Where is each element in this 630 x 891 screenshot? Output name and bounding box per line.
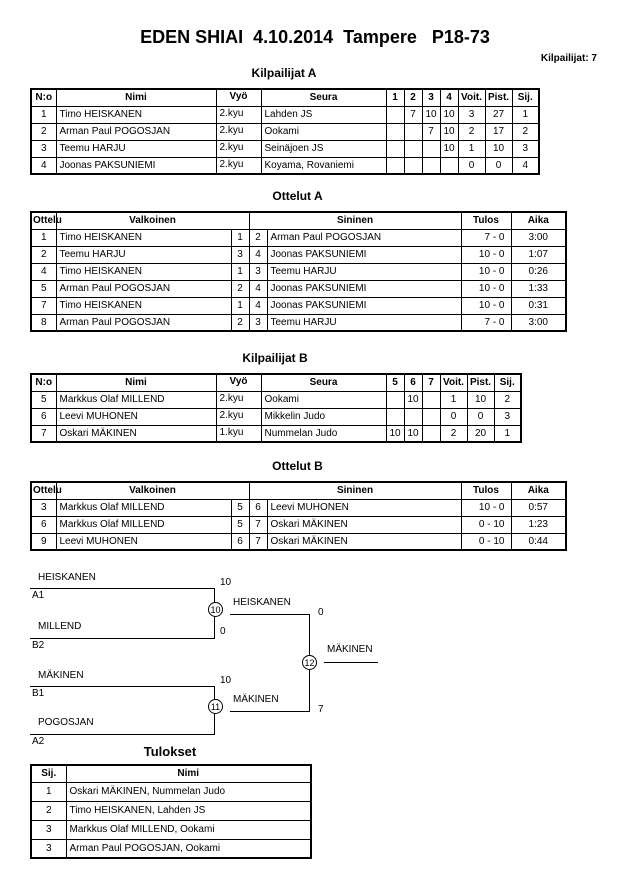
header-blue: Sininen xyxy=(249,482,461,499)
cell-match-no: 7 xyxy=(31,297,56,314)
cell-place: 3 xyxy=(512,140,539,157)
header-opponent-3: 3 xyxy=(422,89,440,106)
cell-score-5: 10 xyxy=(386,425,404,442)
cell-score-2 xyxy=(404,140,422,157)
cell-result: 10 - 0 xyxy=(461,263,511,280)
header-belt: Vyö xyxy=(216,89,261,106)
cell-name: Leevi MUHONEN xyxy=(56,408,216,425)
semi1-bottom-line xyxy=(30,638,215,639)
semi1-top-line xyxy=(30,588,215,589)
competitors-count: Kilpailijat: 7 xyxy=(540,53,597,64)
cell-white-no: 2 xyxy=(231,280,249,297)
matches-a-title: Ottelut A xyxy=(272,189,323,203)
cell-white-no: 1 xyxy=(231,229,249,246)
cell-club: Mikkelin Judo xyxy=(261,408,386,425)
header-name: Nimi xyxy=(56,374,216,391)
cell-no: 7 xyxy=(31,425,56,442)
matches-b-header-row xyxy=(31,482,566,499)
cell-score-7 xyxy=(422,391,440,408)
cell-white-no: 3 xyxy=(231,246,249,263)
semi2-bottom-line xyxy=(30,734,215,735)
header-name: Nimi xyxy=(66,765,311,782)
cell-result: 10 - 0 xyxy=(461,499,511,516)
result-row xyxy=(31,820,311,839)
cell-blue-name: Joonas PAKSUNIEMI xyxy=(267,246,461,263)
cell-place: 1 xyxy=(494,425,521,442)
cell-wins: 1 xyxy=(440,391,467,408)
cell-white-name: Leevi MUHONEN xyxy=(56,533,231,550)
cell-score-5 xyxy=(386,391,404,408)
cell-blue-name: Teemu HARJU xyxy=(267,263,461,280)
cell-score-3 xyxy=(422,140,440,157)
cell-name: Timo HEISKANEN xyxy=(56,106,216,123)
competitor-row xyxy=(31,408,521,425)
header-belt: Vyö xyxy=(216,374,261,391)
header-club: Seura xyxy=(261,374,386,391)
cell-score-5 xyxy=(386,408,404,425)
cell-match-no: 1 xyxy=(31,229,56,246)
header-white: Valkoinen xyxy=(56,212,249,229)
cell-points: 17 xyxy=(485,123,512,140)
cell-score-2 xyxy=(404,123,422,140)
cell-score-3: 7 xyxy=(422,123,440,140)
match-row xyxy=(31,229,566,246)
match-row xyxy=(31,516,566,533)
cell-time: 1:23 xyxy=(511,516,566,533)
result-row xyxy=(31,839,311,858)
match-row xyxy=(31,314,566,331)
semi2-top-line xyxy=(30,686,215,687)
cell-white-name: Timo HEISKANEN xyxy=(56,263,231,280)
cell-white-no: 2 xyxy=(231,314,249,331)
cell-score-4 xyxy=(440,157,458,174)
cell-blue-no: 3 xyxy=(249,263,267,280)
header-place: Sij. xyxy=(494,374,521,391)
semi1-bottom-name: MILLEND xyxy=(38,621,82,632)
cell-score-2 xyxy=(404,157,422,174)
semi2-winner-score: 7 xyxy=(318,704,324,715)
cell-blue-name: Leevi MUHONEN xyxy=(267,499,461,516)
cell-white-no: 5 xyxy=(231,499,249,516)
matches-a-header-row xyxy=(31,212,566,229)
cell-belt: 2.kyu xyxy=(216,140,261,157)
header-no: N:o xyxy=(31,89,56,106)
cell-result: 0 - 10 xyxy=(461,516,511,533)
semi1-top-score: 10 xyxy=(220,577,232,588)
header-result: Tulos xyxy=(461,482,511,499)
competitor-row xyxy=(31,123,539,140)
cell-place: 3 xyxy=(494,408,521,425)
cell-score-6 xyxy=(404,408,422,425)
competitor-row xyxy=(31,140,539,157)
header-result: Tulos xyxy=(461,212,511,229)
cell-place: 4 xyxy=(512,157,539,174)
cell-result: 10 - 0 xyxy=(461,297,511,314)
semi2-top-score: 10 xyxy=(220,675,232,686)
header-place: Sij. xyxy=(31,765,66,782)
cell-no: 4 xyxy=(31,157,56,174)
playoff-bracket xyxy=(30,570,430,750)
cell-points: 20 xyxy=(467,425,494,442)
cell-white-name: Arman Paul POGOSJAN xyxy=(56,314,231,331)
cell-white-name: Timo HEISKANEN xyxy=(56,297,231,314)
cell-time: 0:31 xyxy=(511,297,566,314)
cell-place: 1 xyxy=(31,782,66,801)
final-winner-name: MÄKINEN xyxy=(327,644,373,655)
semi1-winner-name: HEISKANEN xyxy=(233,597,291,608)
cell-blue-no: 3 xyxy=(249,314,267,331)
pool-b-table xyxy=(30,373,522,443)
cell-blue-no: 4 xyxy=(249,280,267,297)
semi2-match-number-circle: 11 xyxy=(208,699,223,714)
cell-blue-name: Joonas PAKSUNIEMI xyxy=(267,280,461,297)
cell-name: Timo HEISKANEN, Lahden JS xyxy=(66,801,311,820)
cell-score-6: 10 xyxy=(404,391,422,408)
results-table xyxy=(30,764,312,859)
cell-place: 3 xyxy=(31,820,66,839)
cell-score-6: 10 xyxy=(404,425,422,442)
match-row xyxy=(31,297,566,314)
cell-belt: 2.kyu xyxy=(216,391,261,408)
results-header-row xyxy=(31,765,311,782)
header-time: Aika xyxy=(511,482,566,499)
cell-no: 6 xyxy=(31,408,56,425)
cell-name: Oskari MÄKINEN, Nummelan Judo xyxy=(66,782,311,801)
header-opponent-4: 4 xyxy=(440,89,458,106)
result-row xyxy=(31,801,311,820)
page-title: EDEN SHIAI 4.10.2014 Tampere P18-73 xyxy=(140,27,490,47)
semi2-winner-line xyxy=(230,711,310,712)
header-points: Pist. xyxy=(485,89,512,106)
cell-belt: 2.kyu xyxy=(216,157,261,174)
competitor-row xyxy=(31,106,539,123)
semi1-top-name: HEISKANEN xyxy=(38,572,96,583)
cell-score-1 xyxy=(386,157,404,174)
cell-time: 3:00 xyxy=(511,314,566,331)
cell-blue-name: Teemu HARJU xyxy=(267,314,461,331)
match-row xyxy=(31,246,566,263)
cell-no: 2 xyxy=(31,123,56,140)
cell-white-name: Markkus Olaf MILLEND xyxy=(56,499,231,516)
header-wins: Voit. xyxy=(440,374,467,391)
cell-score-1 xyxy=(386,123,404,140)
cell-white-name: Teemu HARJU xyxy=(56,246,231,263)
cell-place: 3 xyxy=(31,839,66,858)
cell-time: 1:07 xyxy=(511,246,566,263)
cell-white-name: Arman Paul POGOSJAN xyxy=(56,280,231,297)
pool-a-header-row xyxy=(31,89,539,106)
pool-a-table xyxy=(30,88,540,175)
cell-blue-name: Joonas PAKSUNIEMI xyxy=(267,297,461,314)
cell-name: Arman Paul POGOSJAN xyxy=(56,123,216,140)
cell-match-no: 9 xyxy=(31,533,56,550)
semi1-top-seed: A1 xyxy=(32,590,45,601)
cell-name: Arman Paul POGOSJAN, Ookami xyxy=(66,839,311,858)
match-row xyxy=(31,533,566,550)
cell-score-7 xyxy=(422,408,440,425)
matches-b-table xyxy=(30,481,567,551)
cell-time: 3:00 xyxy=(511,229,566,246)
pool-a-title: Kilpailijat A xyxy=(251,66,317,80)
results-title: Tulokset xyxy=(143,744,197,759)
header-opponent-6: 6 xyxy=(404,374,422,391)
cell-result: 10 - 0 xyxy=(461,246,511,263)
header-blue: Sininen xyxy=(249,212,461,229)
cell-belt: 2.kyu xyxy=(216,123,261,140)
cell-score-1 xyxy=(386,140,404,157)
cell-result: 7 - 0 xyxy=(461,314,511,331)
cell-match-no: 5 xyxy=(31,280,56,297)
cell-blue-name: Arman Paul POGOSJAN xyxy=(267,229,461,246)
cell-club: Ookami xyxy=(261,123,386,140)
cell-time: 1:33 xyxy=(511,280,566,297)
cell-blue-no: 2 xyxy=(249,229,267,246)
header-white: Valkoinen xyxy=(56,482,249,499)
cell-belt: 2.kyu xyxy=(216,106,261,123)
cell-place: 1 xyxy=(512,106,539,123)
semi1-winner-score: 0 xyxy=(318,607,324,618)
cell-time: 0:57 xyxy=(511,499,566,516)
cell-score-2: 7 xyxy=(404,106,422,123)
cell-score-4: 10 xyxy=(440,140,458,157)
cell-points: 0 xyxy=(467,408,494,425)
cell-result: 0 - 10 xyxy=(461,533,511,550)
cell-time: 0:44 xyxy=(511,533,566,550)
pool-b-header-row xyxy=(31,374,521,391)
header-opponent-2: 2 xyxy=(404,89,422,106)
matches-b-title: Ottelut B xyxy=(272,459,323,473)
cell-time: 0:26 xyxy=(511,263,566,280)
cell-white-no: 1 xyxy=(231,263,249,280)
header-place: Sij. xyxy=(512,89,539,106)
cell-club: Nummelan Judo xyxy=(261,425,386,442)
cell-score-3 xyxy=(422,157,440,174)
cell-name: Markkus Olaf MILLEND, Ookami xyxy=(66,820,311,839)
cell-points: 27 xyxy=(485,106,512,123)
cell-wins: 0 xyxy=(440,408,467,425)
cell-belt: 1.kyu xyxy=(216,425,261,442)
competitor-row xyxy=(31,391,521,408)
semi2-top-seed: B1 xyxy=(32,688,45,699)
semi2-bottom-seed: A2 xyxy=(32,736,45,747)
cell-name: Markkus Olaf MILLEND xyxy=(56,391,216,408)
cell-club: Koyama, Rovaniemi xyxy=(261,157,386,174)
cell-no: 5 xyxy=(31,391,56,408)
cell-blue-no: 7 xyxy=(249,516,267,533)
result-row xyxy=(31,782,311,801)
cell-wins: 2 xyxy=(458,123,485,140)
cell-blue-name: Oskari MÄKINEN xyxy=(267,516,461,533)
cell-blue-no: 4 xyxy=(249,297,267,314)
cell-no: 1 xyxy=(31,106,56,123)
pool-b-title: Kilpailijat B xyxy=(242,351,308,365)
cell-name: Oskari MÄKINEN xyxy=(56,425,216,442)
header-name: Nimi xyxy=(56,89,216,106)
semi2-bottom-name: POGOSJAN xyxy=(38,717,94,728)
header-time: Aika xyxy=(511,212,566,229)
cell-result: 7 - 0 xyxy=(461,229,511,246)
cell-match-no: 8 xyxy=(31,314,56,331)
cell-wins: 2 xyxy=(440,425,467,442)
match-row xyxy=(31,280,566,297)
cell-points: 10 xyxy=(467,391,494,408)
header-club: Seura xyxy=(261,89,386,106)
cell-club: Ookami xyxy=(261,391,386,408)
header-no: N:o xyxy=(31,374,56,391)
final-winner-line xyxy=(324,662,378,663)
cell-wins: 0 xyxy=(458,157,485,174)
match-row xyxy=(31,263,566,280)
competitor-row xyxy=(31,157,539,174)
cell-match-no: 2 xyxy=(31,246,56,263)
matches-a-table xyxy=(30,211,567,332)
cell-place: 2 xyxy=(494,391,521,408)
cell-points: 10 xyxy=(485,140,512,157)
cell-white-name: Timo HEISKANEN xyxy=(56,229,231,246)
semi1-bottom-seed: B2 xyxy=(32,640,45,651)
cell-result: 10 - 0 xyxy=(461,280,511,297)
cell-place: 2 xyxy=(512,123,539,140)
cell-blue-no: 7 xyxy=(249,533,267,550)
semi1-winner-line xyxy=(230,614,310,615)
cell-score-1 xyxy=(386,106,404,123)
cell-wins: 1 xyxy=(458,140,485,157)
cell-name: Joonas PAKSUNIEMI xyxy=(56,157,216,174)
header-match: Ottelu xyxy=(31,482,56,499)
cell-match-no: 4 xyxy=(31,263,56,280)
match-row xyxy=(31,499,566,516)
cell-white-name: Markkus Olaf MILLEND xyxy=(56,516,231,533)
cell-blue-no: 6 xyxy=(249,499,267,516)
cell-place: 2 xyxy=(31,801,66,820)
semi2-winner-name: MÄKINEN xyxy=(233,694,279,705)
cell-blue-name: Oskari MÄKINEN xyxy=(267,533,461,550)
cell-match-no: 6 xyxy=(31,516,56,533)
cell-score-3: 10 xyxy=(422,106,440,123)
cell-name: Teemu HARJU xyxy=(56,140,216,157)
header-opponent-7: 7 xyxy=(422,374,440,391)
header-match: Ottelu xyxy=(31,212,56,229)
cell-blue-no: 4 xyxy=(249,246,267,263)
header-wins: Voit. xyxy=(458,89,485,106)
cell-score-7 xyxy=(422,425,440,442)
cell-no: 3 xyxy=(31,140,56,157)
header-opponent-1: 1 xyxy=(386,89,404,106)
cell-score-4: 10 xyxy=(440,123,458,140)
semi1-match-number-circle: 10 xyxy=(208,602,223,617)
cell-points: 0 xyxy=(485,157,512,174)
cell-club: Lahden JS xyxy=(261,106,386,123)
header-points: Pist. xyxy=(467,374,494,391)
competitor-row xyxy=(31,425,521,442)
cell-white-no: 5 xyxy=(231,516,249,533)
header-opponent-5: 5 xyxy=(386,374,404,391)
cell-match-no: 3 xyxy=(31,499,56,516)
cell-belt: 2.kyu xyxy=(216,408,261,425)
semi2-top-name: MÄKINEN xyxy=(38,670,84,681)
cell-white-no: 6 xyxy=(231,533,249,550)
final-match-number-circle: 12 xyxy=(302,655,317,670)
cell-white-no: 1 xyxy=(231,297,249,314)
cell-wins: 3 xyxy=(458,106,485,123)
cell-score-4: 10 xyxy=(440,106,458,123)
cell-club: Seinäjoen JS xyxy=(261,140,386,157)
semi1-bottom-score: 0 xyxy=(220,626,226,637)
